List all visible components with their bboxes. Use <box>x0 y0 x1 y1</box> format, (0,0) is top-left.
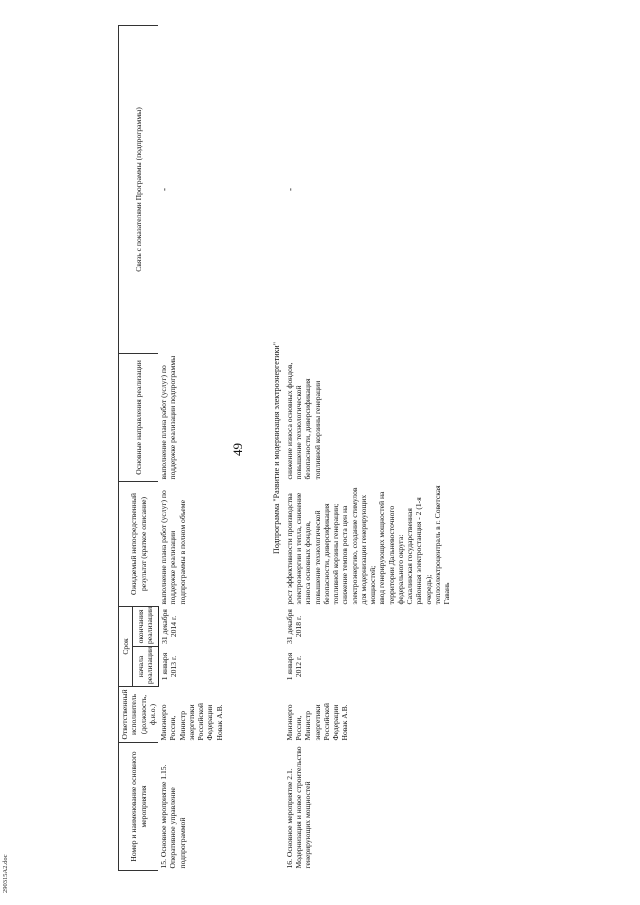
row-responsible: Минэнерго России, Министр энергетики Российской Федерации Новак А.В. <box>284 703 350 741</box>
header-expected-result: Ожидаемый непосредственный результат (краткое описание) <box>119 481 159 606</box>
header-term-start: начала реализации <box>133 647 158 687</box>
row-term-start: 1 января 2012 г. <box>284 652 303 681</box>
row-directions: выполнение плана работ (услуг) по поддержке реализации подпрограммы <box>159 355 178 480</box>
result-line: снижение темпов роста цен на электроэнергию, создание стимулов для модернизации генерирующих мощностей; <box>340 487 377 605</box>
row-expected-result: выполнение плана работ (услуг) по поддержке реализации подпрограммы в полном объеме <box>159 490 187 605</box>
row-program-link: - <box>284 187 295 191</box>
row-number: 16. <box>284 859 294 869</box>
result-line: Сахалинская государственная районная электростанция - 2 (1-я очередь); <box>405 497 433 605</box>
row-term-start: 1 января 2013 г. <box>159 652 178 681</box>
row-directions: снижение износа основных фондов, повышение технологической безопасности, диверсификация топливной корзины генерации <box>284 362 322 480</box>
result-line: рост эффективности производства электроэнергии и тепла, снижение износа основных фондов, повышение технологической безопасности, диверсификация топливной корзины генерации; <box>284 492 340 605</box>
header-directions: Основные направления реализации <box>119 353 159 481</box>
result-line: теплоэлектроцентраль в г. Советская Гавань <box>432 485 451 605</box>
row-term-end: 31 декабря 2014 г. <box>159 609 178 644</box>
footer-file-code: 290315A2.doc <box>2 854 9 893</box>
result-line: ввод генерирующих мощностей на территории Дальневосточного федерального округа: <box>377 491 405 605</box>
header-program-link: Связь с показателями Программы (подпрограммы) <box>119 25 159 353</box>
header-responsible: Ответственный исполнитель (должность, ф.и.о.) <box>119 687 159 743</box>
row-number-name <box>158 743 270 871</box>
header-term-end: окончания реализации <box>133 606 158 646</box>
row-responsible: Минэнерго России, Министр энергетики Российской Федерации Новак А.В. <box>159 703 224 741</box>
section-row <box>270 25 284 870</box>
subprogram-title: Подпрограмма "Развитие и модернизация электроэнергетики" <box>272 342 281 554</box>
table-row <box>284 25 453 870</box>
activities-table <box>118 25 452 871</box>
row-activity-name: Основное мероприятие 2.1. Модернизация и новое строительство генерирующих мощностей <box>284 746 313 869</box>
row-program-link: - <box>159 187 169 191</box>
page-number: 49 <box>230 443 245 456</box>
row-term-end: 31 декабря 2018 г. <box>284 609 303 644</box>
row-number: 15. <box>159 859 168 869</box>
row-expected-result <box>284 481 453 606</box>
rotated-table-container <box>118 26 640 871</box>
header-number-name: Номер и наименование основного мероприятия <box>119 743 159 871</box>
table-row <box>158 25 270 870</box>
row-number-name <box>284 743 453 871</box>
header-term: Срок <box>119 606 133 686</box>
row-activity-name: Основное мероприятие 1.15. Оперативное управление подпрограммой <box>159 764 187 869</box>
